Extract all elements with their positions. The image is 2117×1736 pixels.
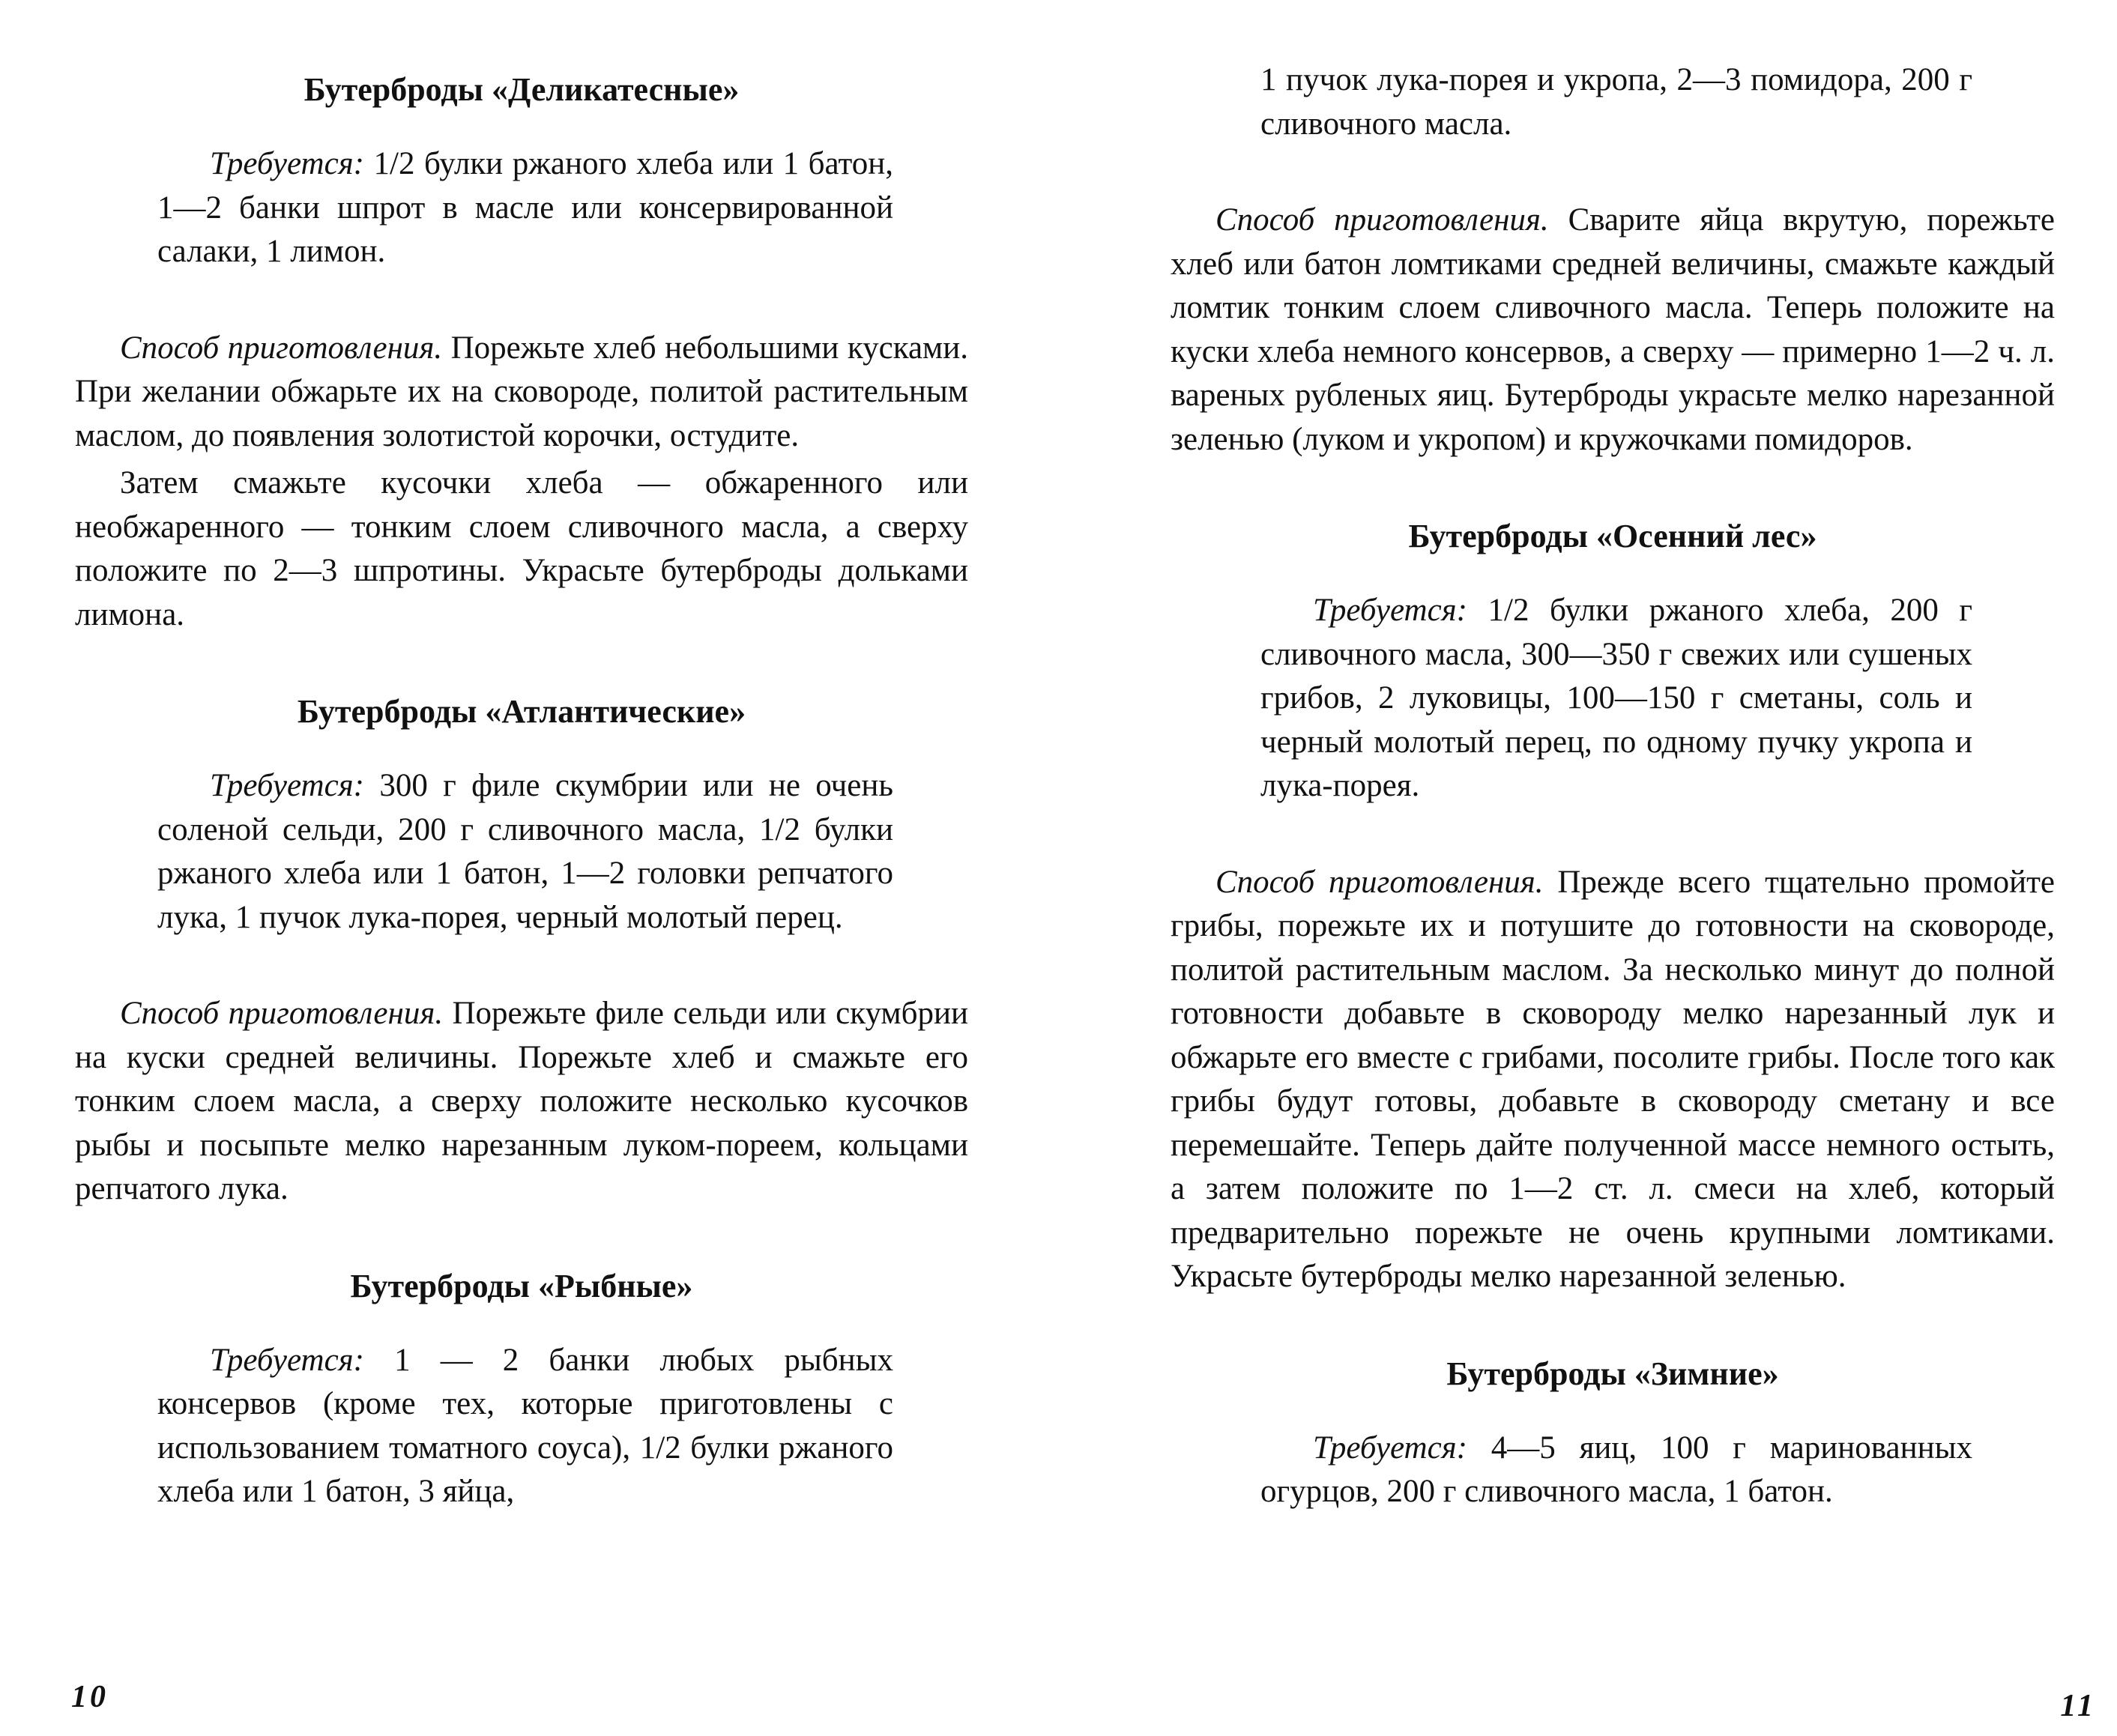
requires-label: Требуется:: [1313, 1430, 1467, 1466]
recipe-title: Бутерброды «Деликатесные»: [303, 71, 740, 108]
method-label: Способ приготовления.: [1215, 202, 1549, 238]
requires-label: Требуется:: [210, 768, 364, 803]
requires-label: Требуется:: [1313, 593, 1467, 628]
ingredients-block: [1171, 589, 2055, 808]
method-text: Сварите яйца вкрутую, порежьте хлеб или батон ломтиками средней величины, смажьте каждый ломтик тонким слоем сливочного масла. Теперь положите на куски хлеба немного консервов, а сверху — примерно 1—2 ч. л. вареных рубленых яиц. Бутерброды украсьте мелко нарезанной зеленью (луком и укропом) и кружочками помидоров.: [1171, 202, 2055, 457]
ingredients-block: [75, 142, 968, 274]
method-block: [75, 327, 968, 638]
requires-text-continued: 1 пучок лука-порея и укропа, 2—3 помидора, 200 г сливочного масла.: [1260, 62, 1972, 142]
method-text: Порежьте хлеб небольшими кусками. При желании обжарьте их на сковороде, политой растительным маслом, до появления золотистой корочки, остудите.: [75, 330, 969, 453]
recipe-title: Бутерброды «Зимние»: [1446, 1355, 1779, 1392]
recipe-atlanticheskie: [75, 689, 968, 1212]
ingredients-block: [1171, 1427, 2055, 1514]
method-label: Способ приготовления.: [120, 996, 444, 1031]
requires-text: 1/2 булки ржаного хлеба, 200 г сливочного масла, 300—350 г свежих или сушеных грибов, 2 луковицы, 100—150 г сметаны, соль и черный молотый перец, по одному пучку укропа и лука-порея.: [1260, 593, 1972, 803]
method-block: [75, 992, 968, 1212]
left-page: [0, 0, 1058, 1736]
recipe-rybnye: [75, 1264, 968, 1514]
right-page-column: [1171, 58, 2055, 1514]
requires-label: Требуется:: [210, 146, 364, 181]
recipe-title: Бутерброды «Рыбные»: [350, 1267, 693, 1304]
ingredients-block: [75, 1339, 968, 1514]
recipe-title: Бутерброды «Атлантические»: [297, 693, 746, 730]
method-block-continued: [1171, 199, 2055, 462]
recipe-osenniy-les: [1171, 514, 2055, 1299]
ingredients-continued: [1171, 58, 2055, 146]
method-block: [1171, 861, 2055, 1299]
method-text: Прежде всего тщательно промойте грибы, порежьте их и потушите до готовности на сковороде, политой растительным маслом. За несколько минут до полной готовности добавьте в сковороду мелко нарезанный лук и обжарьте его вместе с грибами, посолите грибы. После того как грибы будут готовы, добавьте в сковороду сметану и все перемешайте. Теперь дайте полученной массе немного остыть, а затем положите по 1—2 ст. л. смеси на хлеб, который предварительно порежьте не очень крупными ломтиками. Украсьте бутерброды мелко нарезанной зеленью.: [1171, 864, 2056, 1294]
method-text: Порежьте филе сельди или скумбрии на куски средней величины. Порежьте хлеб и смажьте его тонким слоем масла, а сверху положите несколько кусочков рыбы и посыпьте мелко нарезанным луком-пореем, кольцами репчатого лука.: [75, 996, 968, 1206]
right-page: [1058, 0, 2117, 1736]
method-text-continued: Затем смажьте кусочки хлеба — обжаренного или необжаренного — тонким слоем сливочного масла, а сверху положите по 2—3 шпротины. Украсьте бутерброды дольками лимона.: [75, 465, 968, 632]
page-number: 11: [2060, 1689, 2096, 1723]
requires-text: 4—5 яиц, 100 г маринованных огурцов, 200 г сливочного масла, 1 батон.: [1260, 1430, 1972, 1509]
recipe-title: Бутерброды «Осенний лес»: [1408, 518, 1817, 554]
requires-text: 1 — 2 банки любых рыбных консервов (кроме тех, которые приготовлены с использованием томатного соуса), 1/2 булки ржаного хлеба или 1 батон, 3 яйца,: [157, 1342, 894, 1509]
recipe-delikatesnye: [75, 67, 968, 637]
left-page-column: [75, 67, 968, 1514]
requires-text: 1/2 булки ржаного хлеба или 1 батон, 1—2 банки шпрот в масле или консервированной салаки, 1 лимон.: [157, 146, 894, 269]
recipe-zimnie: [1171, 1352, 2055, 1514]
requires-label: Требуется:: [210, 1342, 364, 1378]
ingredients-block: [75, 764, 968, 940]
method-label: Способ приготовления.: [1215, 864, 1544, 900]
page-number: 10: [71, 1680, 109, 1714]
method-label: Способ приготовления.: [120, 330, 443, 366]
requires-text: 300 г филе скумбрии или не очень соленой сельди, 200 г сливочного масла, 1/2 булки ржаного хлеба или 1 батон, 1—2 головки репчатого лука, 1 пучок лука-порея, черный молотый перец.: [157, 768, 893, 935]
